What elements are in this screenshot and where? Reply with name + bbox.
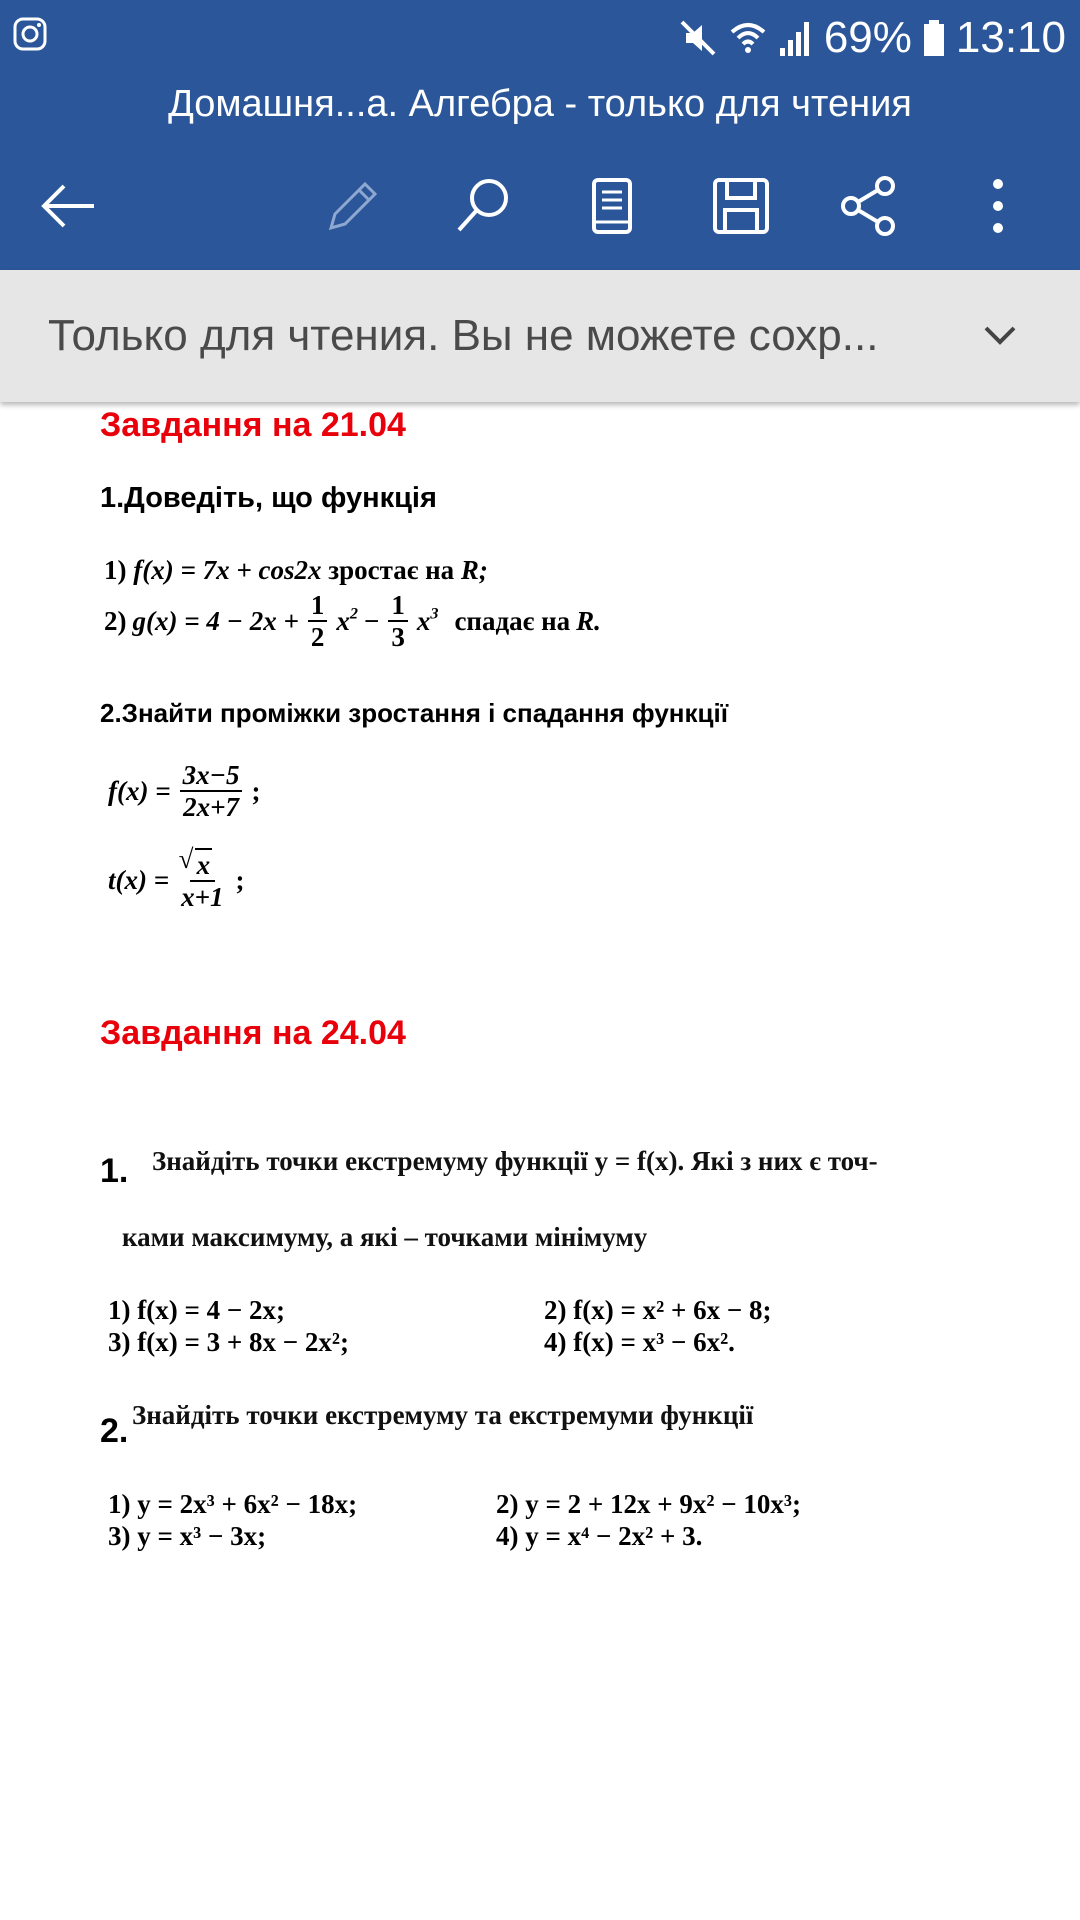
battery-icon	[922, 18, 946, 58]
app-bar	[0, 76, 1080, 270]
list-item: 4) f(x) = x³ − 6x².	[544, 1327, 735, 1357]
more-options-button[interactable]	[958, 166, 1038, 246]
document-title: Домашня...а. Алгебра - только для чтения	[168, 83, 912, 125]
reading-view-icon	[580, 174, 644, 238]
status-bar	[0, 0, 1080, 76]
more-icon	[966, 174, 1030, 238]
list-item: 3) y = x³ − 3x;	[108, 1521, 267, 1551]
save-icon	[709, 174, 773, 238]
list-item: 1) f(x) = 4 − 2x;	[108, 1295, 285, 1325]
back-arrow-icon	[36, 174, 100, 238]
read-only-banner[interactable]	[0, 270, 1080, 402]
task-1-functions	[108, 1294, 888, 1358]
save-button[interactable]	[701, 166, 781, 246]
signal-icon	[778, 18, 814, 58]
section-heading-21-04: Завдання на 21.04	[100, 406, 406, 444]
search-icon	[451, 174, 515, 238]
chevron-down-icon[interactable]	[970, 310, 1030, 362]
wifi-icon	[728, 18, 768, 58]
share-icon	[837, 174, 901, 238]
task-2-functions	[108, 1488, 1008, 1552]
pencil-icon	[321, 174, 385, 238]
document-body[interactable]	[0, 402, 1080, 1920]
list-item: 3) f(x) = 3 + 8x − 2x²;	[108, 1327, 349, 1357]
equation-t-fraction: t(x) = √ $\frac{x}{x+1}$ ;	[108, 848, 245, 912]
task-1-text-line1: Знайдіть точки екстремуму функції y = f(x). Які з них є точ-	[152, 1146, 878, 1176]
back-button[interactable]	[28, 166, 108, 246]
search-button[interactable]	[443, 166, 523, 246]
edit-button[interactable]	[313, 166, 393, 246]
task-2-number: 2.	[100, 1412, 129, 1450]
task-1-number: 1.	[100, 1152, 129, 1190]
fraction-one-third: $\frac{1}{3}$	[388, 590, 408, 652]
instagram-icon	[12, 16, 48, 52]
mute-icon	[678, 18, 718, 58]
task-2-text: Знайдіть точки екстремуму та екстремуми функції	[132, 1400, 754, 1430]
list-item: 4) y = x⁴ − 2x² + 3.	[496, 1521, 703, 1551]
section-heading-24-04: Завдання на 24.04	[100, 1014, 406, 1052]
status-icons	[678, 10, 1066, 66]
equation-g-decrease: 2) g(x) = 4 − 2x + $\frac{1}{2}$ $x^2$ − $\frac{1}{3}$ $x^3$ спадає на R.	[104, 590, 601, 652]
equation-f-fraction: f(x) = $\frac{3x-5}{2x+7}$ ;	[108, 760, 261, 822]
banner-text: Только для чтения. Вы не можете сохр...	[48, 311, 879, 360]
fraction-one-half: $\frac{1}{2}$	[308, 590, 328, 652]
list-item: 1) y = 2x³ + 6x² − 18x;	[108, 1489, 358, 1519]
battery-percent: 69%	[823, 13, 912, 62]
task-1-text-line2: ками максимуму, а які – точками мінімуму	[122, 1222, 648, 1252]
list-item: 2) y = 2 + 12x + 9x² − 10x³;	[496, 1489, 801, 1519]
task-2-title: 2.Знайти проміжки зростання і спадання функції	[100, 698, 729, 728]
list-item: 2) f(x) = x² + 6x − 8;	[544, 1295, 772, 1325]
reading-view-button[interactable]	[572, 166, 652, 246]
equation-f-increase: 1) f(x) = 7x + cos2x зростає на R;	[104, 555, 488, 585]
share-button[interactable]	[829, 166, 909, 246]
clock: 13:10	[955, 13, 1066, 62]
task-1-title: 1.Доведіть, що функція	[100, 482, 437, 514]
